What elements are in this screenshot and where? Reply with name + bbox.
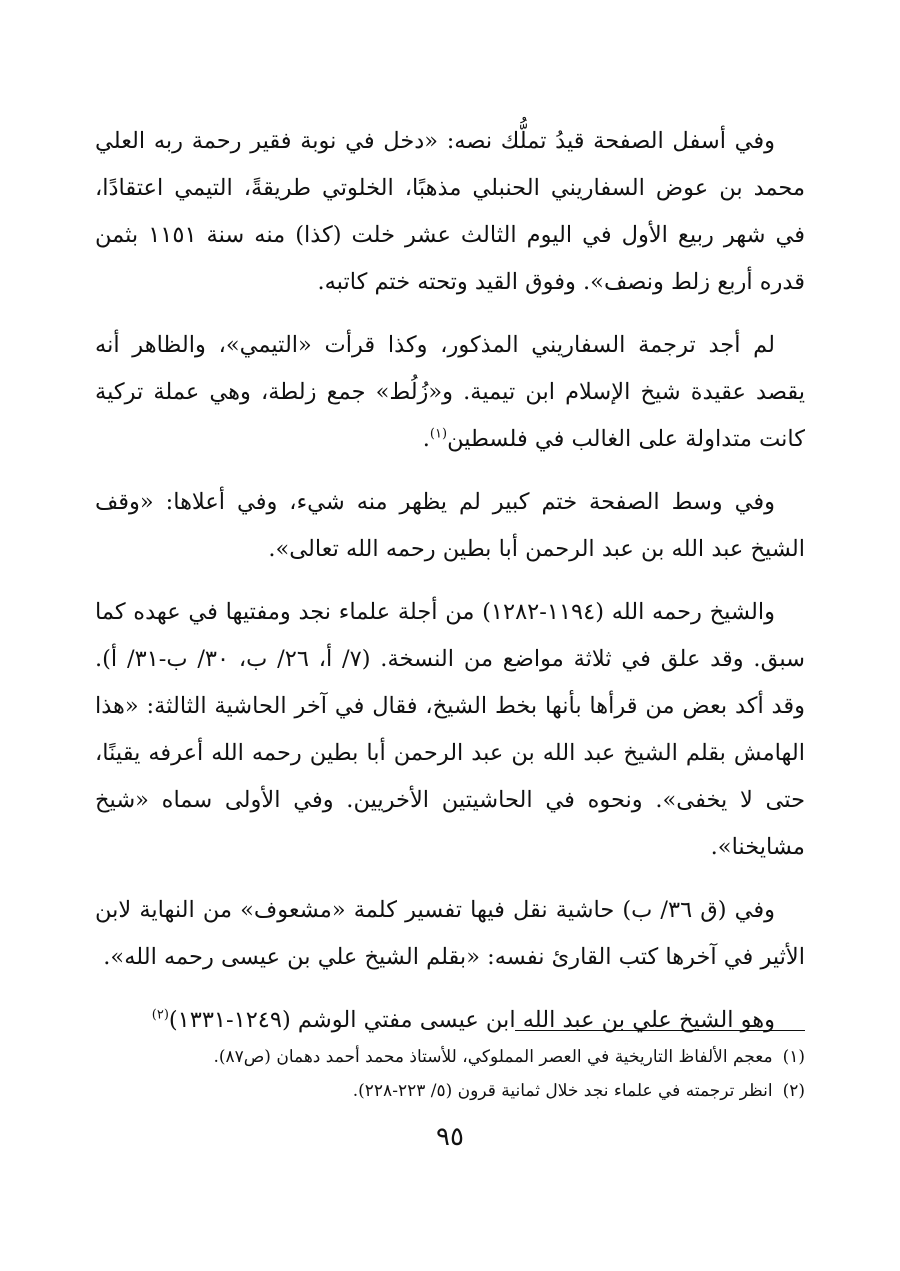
footnote-number: (٢) bbox=[782, 1081, 805, 1101]
paragraph-waqf-stamp bbox=[95, 479, 805, 573]
footnotes bbox=[95, 1040, 805, 1108]
footnote-number: (١) bbox=[782, 1047, 805, 1067]
footnote-text: انظر ترجمته في علماء نجد خلال ثمانية قرون (٥/ ٢٢٣-٢٢٨). bbox=[352, 1081, 773, 1101]
paragraph-text: لم أجد ترجمة السفاريني المذكور، وكذا قرأت «التيمي»، والظاهر أنه يقصد عقيدة شيخ الإسلام ابن تيمية. و«زُلُط» جمع زلطة، وهي عملة تركية كانت متداولة على الغالب في فلسطين bbox=[95, 332, 805, 452]
paragraph-safarini-comment bbox=[95, 322, 805, 463]
footnote-1 bbox=[95, 1040, 805, 1074]
paragraph-ownership-note bbox=[95, 118, 805, 306]
paragraph-text: وفي (ق ٣٦/ ب) حاشية نقل فيها تفسير كلمة «مشعوف» من النهاية لابن الأثير في آخرها كتب القارئ نفسه: «بقلم الشيخ علي بن عيسى رحمه الله». bbox=[95, 897, 805, 970]
paragraph-text: وفي وسط الصفحة ختم كبير لم يظهر منه شيء، وفي أعلاها: «وقف الشيخ عبد الله بن عبد الرحمن أبا بطين رحمه الله تعالى». bbox=[95, 489, 805, 562]
paragraph-text: وفي أسفل الصفحة قيدُ تملُّك نصه: «دخل في نوبة فقير رحمة ربه العلي محمد بن عوض السفاريني الحنبلي مذهبًا، الخلوتي طريقةً، التيمي اعتقادًا، في شهر ربيع الأول في اليوم الثالث عشر خلت (كذا) منه سنة ١١٥١ بثمن قدره أربع زلط ونصف». وفوق القيد وتحته ختم كاتبه. bbox=[95, 128, 805, 295]
footnote-reference: (١) bbox=[429, 426, 448, 442]
paragraph-end-punctuation: . bbox=[422, 426, 430, 452]
footnote-2 bbox=[95, 1074, 805, 1108]
main-text bbox=[95, 118, 805, 1060]
paragraph-text: والشيخ رحمه الله (١١٩٤-١٢٨٢) من أجلة علماء نجد ومفتيها في عهده كما سبق. وقد علق في ثلاثة مواضع من النسخة. (٧/ أ، ٢٦/ ب، ٣٠/ ب-٣١/ أ). وقد أكد بعض من قرأها بأنها بخط الشيخ، فقال في آخر الحاشية الثالثة: «هذا الهامش بقلم الشيخ عبد الله بن عبد الرحمن أبا بطين رحمه الله أعرفه يقينًا، حتى لا يخفى». ونحوه في الحاشيتين الأخريين. وفي الأولى سماه «شيخ مشايخنا». bbox=[95, 599, 805, 860]
paragraph-text: وهو الشيخ علي بن عبد الله ابن عيسى مفتي الوشم (١٢٤٩-١٣٣١) bbox=[168, 1007, 775, 1033]
footnote-divider bbox=[515, 1030, 805, 1031]
paragraph-marginal-note bbox=[95, 887, 805, 981]
paragraph-aba-butain bbox=[95, 589, 805, 871]
footnote-text: معجم الألفاظ التاريخية في العصر المملوكي، للأستاذ محمد أحمد دهمان (ص٨٧). bbox=[213, 1047, 773, 1067]
paragraph-ali-bin-isa bbox=[95, 997, 805, 1044]
page-number: ٩٥ bbox=[436, 1122, 464, 1152]
footnote-reference: (٢) bbox=[151, 1007, 169, 1023]
